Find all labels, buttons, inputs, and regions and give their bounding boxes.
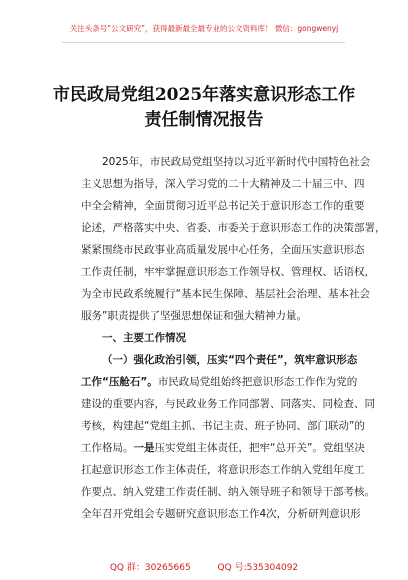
footer-contact bbox=[0, 560, 408, 573]
enum-marker: 一是 bbox=[133, 442, 155, 454]
body-line: 服务”职责提供了坚强思想保证和强大精神力量。 bbox=[81, 310, 307, 322]
body-line: 论述，严格落实中央、省委、市委关于意识形态工作的决策部署， bbox=[81, 222, 386, 234]
body-text: 市民政局党组始终把意识形态工作作为党的 bbox=[157, 376, 358, 388]
body-line: 扛起意识形态工作主体责任，将意识形态工作纳入党组年度工 bbox=[81, 464, 365, 476]
body-line: 工作责任制，牢牢掌握意识形态工作领导权、管理权、话语权， bbox=[81, 266, 375, 278]
header-divider bbox=[62, 42, 345, 43]
body-line: 为全市民政系统履行“基本民生保障、基层社会治理、基本社会 bbox=[81, 288, 370, 300]
body-text: 工作格局。 bbox=[81, 442, 134, 454]
body-line: 考核，构建起“党组主抓、书记主责、班子协同、部门联动”的 bbox=[81, 420, 365, 432]
body-line: 建设的重要内容，与民政业务工作同部署、同落实、同检查、同 bbox=[81, 398, 375, 410]
body-line bbox=[81, 375, 358, 389]
doc-title-line1: 市民政局党组2025年落实意识形态工作 bbox=[52, 85, 356, 105]
body-line: 2025年，市民政局党组坚持以习近平新时代中国特色社会 bbox=[102, 156, 371, 168]
body-line bbox=[81, 441, 365, 455]
body-line: 作要点、纳入党建工作责任制、纳入领导班子和领导干部考核。 bbox=[81, 486, 375, 498]
footer-qq-number: QQ 号:535304092 bbox=[217, 563, 299, 573]
header-promo: 关注头条号“公文研究”，获得最新最全最专业的公文资料库！ 微信：gongwenyj bbox=[69, 24, 339, 33]
section-heading: 一、主要工作情况 bbox=[102, 332, 186, 344]
doc-title-line2: 责任制情况报告 bbox=[144, 110, 264, 130]
subsection-heading-tail: 工作“压舱石”。 bbox=[81, 376, 158, 388]
footer-qq-group: QQ 群：30265665 bbox=[109, 563, 191, 573]
body-line: 全年召开党组会专题研究意识形态工作4次，分析研判意识形 bbox=[81, 508, 361, 520]
body-text: 压实党组主体责任，把牢“总开关”。党组坚决 bbox=[154, 442, 365, 454]
body-line: 主义思想为指导，深入学习党的二十大精神及二十届三中、四 bbox=[81, 178, 365, 190]
body-line: 紧紧围绕市民政事业高质量发展中心任务，全面压实意识形态 bbox=[81, 244, 365, 256]
body-line: 中全会精神，全面贯彻习近平总书记关于意识形态工作的重要 bbox=[81, 200, 365, 212]
subsection-heading: （一）强化政治引领，压实“四个责任”，筑牢意识形态 bbox=[102, 354, 358, 366]
